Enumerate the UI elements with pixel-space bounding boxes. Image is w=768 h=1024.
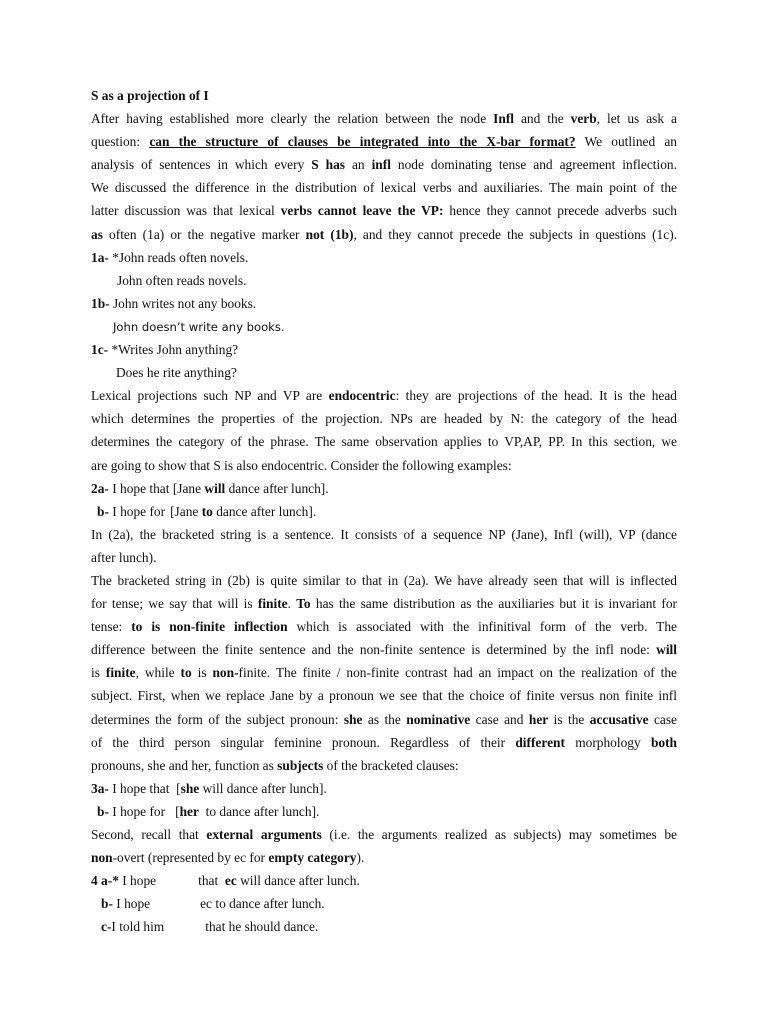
paragraph-4-line-8: of the third person singular feminine pronoun. Regardless of their different morphology both xyxy=(91,734,677,750)
paragraph-4-line-9: pronouns, she and her, function as subjects of the bracketed clauses: xyxy=(91,757,459,773)
paragraph-4-line-5: is finite, while to is non-finite. The finite / non-finite contrast had an impact on the realization of the xyxy=(91,665,678,681)
example-2b: b- I hope for [Jane to dance after lunch]. xyxy=(97,503,317,519)
paragraph-4-line-2: for tense; we say that will is finite. To has the same distribution as the auxiliaries but it is invariant for xyxy=(91,596,677,612)
example-3b: b- I hope for [her to dance after lunch]. xyxy=(97,803,320,819)
example-4b: b- I hope ec to dance after lunch. xyxy=(101,896,325,912)
paragraph-1-line-3: analysis of sentences in which every S has an infl node dominating tense and agreement inflection. xyxy=(91,157,677,173)
key-question: can the structure of clauses be integrated into the X-bar format? xyxy=(149,134,576,150)
paragraph-4-line-7: determines the form of the subject pronoun: she as the nominative case and her is the accusative case xyxy=(91,711,677,727)
paragraph-2-line-1: Lexical projections such NP and VP are endocentric: they are projections of the head. It is the head xyxy=(91,388,677,404)
example-1b: 1b- John writes not any books. xyxy=(91,295,257,311)
example-4a: 4 a-* I hope that ec will dance after lunch. xyxy=(91,873,360,889)
paragraph-1-line-4: We discussed the difference in the distribution of lexical verbs and auxiliaries. The main point of the xyxy=(91,180,677,196)
example-1b-correct: John doesn’t write any books. xyxy=(113,319,285,334)
paragraph-1-line-2: question: can the structure of clauses be integrated into the X-bar format? We outlined an xyxy=(91,134,678,150)
paragraph-4-line-3: tense: to is non-finite inflection which is associated with the infinitival form of the verb. The xyxy=(91,619,678,635)
example-1c: 1c- *Writes John anything? xyxy=(91,342,239,358)
paragraph-5-line-2: non-overt (represented by ec for empty category). xyxy=(91,850,365,866)
paragraph-2-line-2: which determines the properties of the projection. NPs are headed by N: the category of the head xyxy=(91,411,677,427)
example-4c: c-I told him that he should dance. xyxy=(101,919,319,935)
example-3a: 3a- I hope that [she will dance after lunch]. xyxy=(91,780,327,796)
paragraph-2-line-4: are going to show that S is also endocentric. Consider the following examples: xyxy=(91,457,512,473)
section-title: S as a projection of I xyxy=(91,88,209,103)
paragraph-4-line-1: The bracketed string in (2b) is quite similar to that in (2a). We have already seen that will is inflected xyxy=(91,572,677,588)
paragraph-1-line-6: as often (1a) or the negative marker not (1b), and they cannot precede the subjects in questions (1c). xyxy=(91,226,677,242)
example-2a: 2a- I hope that [Jane will dance after lunch]. xyxy=(91,480,329,496)
example-1c-correct: Does he rite anything? xyxy=(116,365,237,381)
paragraph-4-line-6: subject. First, when we replace Jane by a pronoun we see that the choice of finite versus non finite infl xyxy=(91,688,677,704)
paragraph-3-line-1: In (2a), the bracketed string is a sentence. It consists of a sequence NP (Jane), Infl (will), VP (dance xyxy=(91,526,677,542)
paragraph-1-line-1: After having established more clearly the relation between the node Infl and the verb, let us ask a xyxy=(91,111,677,127)
paragraph-1-line-5: latter discussion was that lexical verbs cannot leave the VP: hence they cannot precede adverbs such xyxy=(91,203,677,219)
example-1a: 1a- *John reads often novels. xyxy=(91,249,249,265)
paragraph-2-line-3: determines the category of the phrase. The same observation applies to VP,AP, PP. In this section, we xyxy=(91,434,677,450)
paragraph-5-line-1: Second, recall that external arguments (i.e. the arguments realized as subjects) may sometimes be xyxy=(91,827,678,842)
example-1a-correct: John often reads novels. xyxy=(117,272,247,288)
paragraph-3-line-2: after lunch). xyxy=(91,549,157,565)
paragraph-4-line-4: difference between the finite sentence and the non-finite sentence is determined by the infl node: will xyxy=(91,642,677,658)
